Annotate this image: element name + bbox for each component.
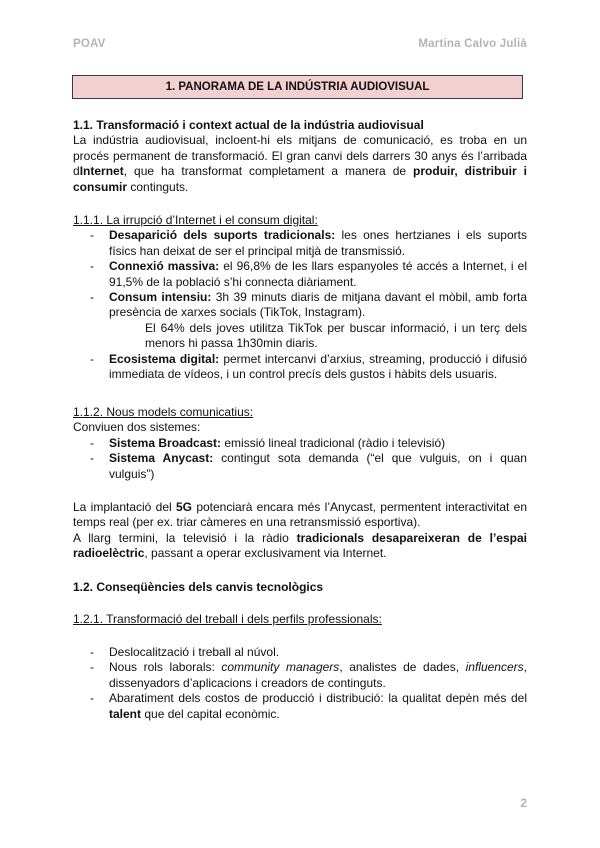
section-1-1-2-intro: Conviuen dos sistemes:: [73, 420, 201, 435]
text-run: La indústria audiovisual, incloent-hi els mitjans de comunicació, es troba en un procés permanent de transformació. El gran canvi dels darrers 30 anys és l’arribada d: [73, 133, 527, 179]
list-item: [73, 436, 527, 451]
item-bold: Connexió massiva:: [109, 259, 220, 274]
text-run: A llarg termini, la televisió i la ràdio: [73, 531, 297, 545]
text-run: continguts.: [127, 179, 189, 194]
item-text: contingut sota demanda (“el que vulguis, on i quan vulguis”): [109, 451, 527, 481]
list-item: [73, 451, 527, 482]
internet-list-cont: [73, 352, 527, 383]
tiktok-subparagraph: El 64% dels joves utilitza TikTok per buscar informació, i un terç dels menors hi passa 1h30min diaris.: [145, 320, 527, 351]
bold-run: talent: [109, 706, 142, 721]
list-item: [73, 691, 527, 722]
item-text: el 96,8% de les llars espanyoles té accés a Internet, i el 91,5% de la població s’hi connecta diàriament.: [109, 259, 527, 289]
item-bold: Ecosistema digital:: [109, 351, 220, 366]
section-1-2-heading: 1.2. Conseqüències dels canvis tecnològics: [73, 580, 324, 594]
item-bold: Consum intensiu:: [109, 290, 212, 305]
item-text: que del capital econòmic.: [141, 706, 280, 721]
italic-run: community managers: [221, 660, 340, 675]
item-text: Abaratiment dels costos de producció i distribució: la qualitat depèn més del: [109, 691, 527, 706]
chapter-title-box: [72, 75, 523, 99]
item-text: , analistes de dades,: [339, 660, 466, 675]
header-author: Martina Calvo Julià: [418, 38, 527, 50]
section-1-1-2-heading: 1.1.2. Nous models comunicatius:: [73, 405, 254, 419]
list-item: [73, 259, 527, 290]
header-course: POAV: [73, 38, 106, 50]
section-1-1-paragraph: [73, 133, 527, 195]
section-1-2-1-heading: 1.2.1. Transformació del treball i dels perfils professionals:: [73, 612, 382, 626]
list-item: [73, 290, 527, 321]
bold-run: 5G: [176, 500, 193, 514]
list-item: [73, 228, 527, 259]
item-bold: Sistema Broadcast:: [109, 435, 222, 450]
bold-run: tradicionals desapareixeran de l’espai radioelèctric: [73, 531, 527, 561]
section-1-1-2: [73, 405, 527, 482]
text-run: La implantació del: [73, 500, 176, 514]
work-list: [73, 645, 527, 722]
item-text: emissió lineal tradicional (ràdio i televisió): [221, 435, 446, 450]
item-text: permet intercanvi d’arxius, streaming, producció i difusió immediata de vídeos, i un control precís dels gustos i hàbits dels usuaris.: [109, 351, 527, 382]
item-text: , dissenyadors d’aplicacions i creadors de continguts.: [109, 660, 527, 690]
section-1-1-heading: 1.1. Transformació i context actual de la indústria audiovisual: [73, 118, 424, 132]
section-1-1: [73, 118, 527, 195]
item-text: Nous rols laborals:: [109, 660, 222, 675]
section-1-1-1: [73, 213, 527, 382]
section-1-2-1: [73, 645, 527, 722]
page-number: 2: [520, 796, 527, 810]
item-text: les ones hertzianes i els suports físics han deixat de ser el principal mitjà de transmissió.: [109, 228, 527, 258]
section-1-1-1-heading: 1.1.1. La irrupció d’Internet i el consum digital:: [73, 213, 318, 227]
text-run: , passant a operar exclusivament via Internet.: [144, 546, 387, 561]
list-item: [73, 645, 527, 660]
systems-list: [73, 436, 527, 482]
item-text: 3h 39 minuts diaris de mitjana davant el mòbil, amb forta presència de xarxes socials (TikTok, Instagram).: [109, 290, 527, 320]
text-run: , que ha transformat completament a manera de: [123, 164, 414, 179]
list-item: [73, 352, 527, 383]
paragraph-long-term: [73, 531, 527, 562]
bold-run: Internet: [79, 164, 124, 179]
list-item: [73, 660, 527, 691]
text-run: potenciarà encara més l’Anycast, permentent interactivitat en temps real (per ex. triar càmeres en una retransmissió esportiva).: [73, 500, 528, 530]
chapter-title: 1. PANORAMA DE LA INDÚSTRIA AUDIOVISUAL: [165, 81, 430, 93]
item-bold: Sistema Anycast:: [109, 451, 214, 466]
item-bold: Desaparició dels suports tradicionals:: [109, 228, 336, 243]
item-text: Deslocalització i treball al núvol.: [109, 645, 280, 659]
bold-run: produir, distribuir i consumir: [73, 164, 527, 194]
italic-run: influencers: [465, 660, 524, 675]
internet-list: [73, 228, 527, 320]
paragraph-5g: [73, 500, 527, 531]
